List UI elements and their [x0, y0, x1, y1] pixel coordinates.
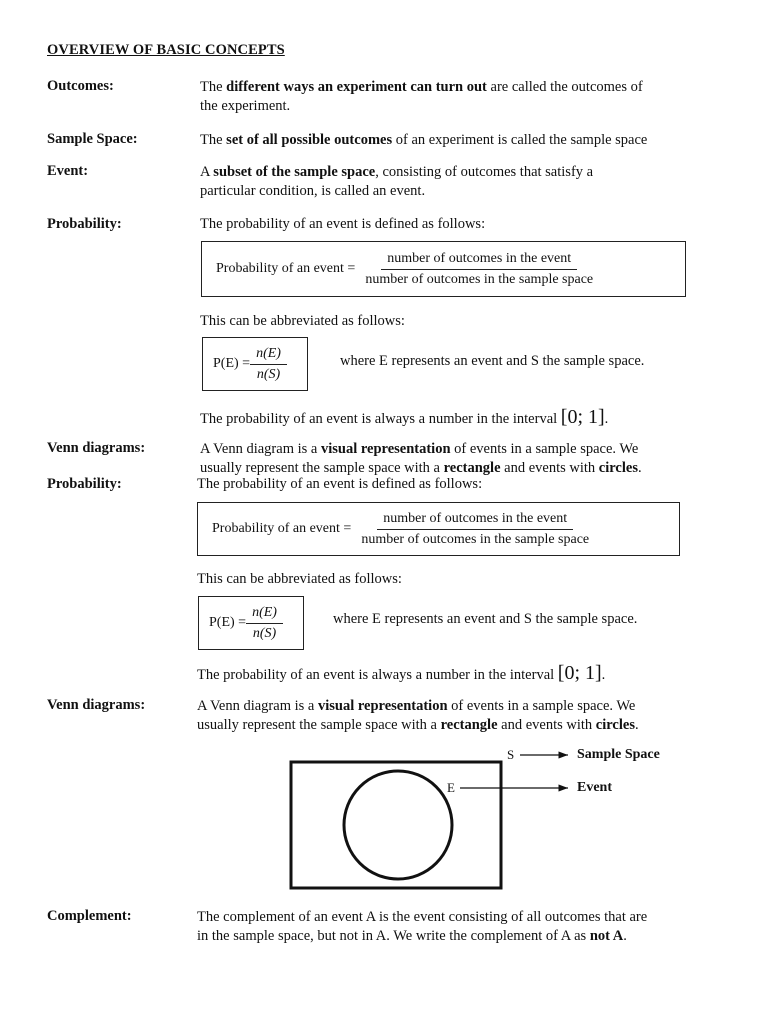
- probability-intro-repeat: The probability of an event is defined as follows:: [197, 476, 483, 492]
- formula-label: Probability of an event =: [216, 261, 356, 276]
- bold-text: set of all possible outcomes: [226, 132, 393, 148]
- text: .: [634, 717, 639, 733]
- text: and events with: [500, 460, 599, 476]
- abbrev-intro-repeat: This can be abbreviated as follows:: [197, 571, 402, 587]
- text: A Venn diagram is a: [200, 441, 321, 457]
- formula-label: Probability of an event =: [212, 521, 352, 536]
- pe-denominator: n(S): [256, 366, 281, 382]
- interval-value: [0; 1]: [557, 662, 602, 684]
- pe-label: P(E) =: [209, 615, 247, 630]
- text: .: [637, 460, 642, 476]
- text: are called the outcomes of: [486, 79, 643, 95]
- sample-space-rectangle: [291, 762, 501, 888]
- text: in the sample space, but not in A. We write the complement of A as: [197, 928, 590, 944]
- bold-text: subset of the sample space: [213, 164, 376, 180]
- text: and events with: [497, 717, 596, 733]
- pe-numerator: n(E): [246, 605, 283, 624]
- venn-sample-space-label: Sample Space: [577, 747, 660, 762]
- term-probability-repeat: Probability:: [47, 476, 122, 492]
- formula-numerator: number of outcomes in the event: [381, 251, 577, 270]
- text: of events in a sample space. We: [450, 441, 639, 457]
- term-venn: Venn diagrams:: [47, 440, 146, 456]
- page-title: OVERVIEW OF BASIC CONCEPTS: [47, 42, 285, 58]
- where-text-repeat: where E represents an event and S the sample space.: [333, 611, 638, 627]
- text: usually represent the sample space with a: [197, 717, 441, 733]
- probability-intro: The probability of an event is defined as follows:: [200, 216, 486, 232]
- text: of an experiment is called the sample space: [392, 132, 648, 148]
- text: A: [200, 164, 214, 180]
- text: The probability of an event is always a number in the interval: [200, 411, 558, 427]
- bold-text: rectangle: [440, 717, 498, 733]
- bold-text: rectangle: [443, 460, 501, 476]
- text: .: [623, 928, 627, 944]
- term-outcomes: Outcomes:: [47, 78, 114, 94]
- venn-e-letter: E: [447, 780, 455, 795]
- text: the experiment.: [200, 98, 291, 114]
- formula-denominator: number of outcomes in the sample space: [365, 271, 594, 287]
- term-venn-repeat: Venn diagrams:: [47, 697, 146, 713]
- text: .: [604, 411, 609, 427]
- bold-text: circles: [598, 460, 638, 476]
- venn-event-label: Event: [577, 780, 612, 795]
- text: of events in a sample space. We: [447, 698, 636, 714]
- venn-s-letter: S: [507, 747, 515, 762]
- pe-numerator: n(E): [250, 346, 287, 365]
- term-event: Event:: [47, 163, 89, 179]
- bold-text: visual representation: [320, 441, 451, 457]
- pe-label: P(E) =: [213, 356, 251, 371]
- bold-text: different ways an experiment can turn out: [226, 79, 487, 95]
- formula-denominator: number of outcomes in the sample space: [361, 531, 590, 547]
- bold-text: not A: [589, 928, 624, 944]
- text: The: [200, 132, 227, 148]
- formula-numerator: number of outcomes in the event: [377, 511, 573, 530]
- term-sample-space: Sample Space:: [47, 131, 138, 147]
- text: A Venn diagram is a: [197, 698, 318, 714]
- text: .: [601, 667, 606, 683]
- bold-text: circles: [595, 717, 635, 733]
- text: The complement of an event A is the event consisting of all outcomes that are: [197, 909, 648, 925]
- interval-value: [0; 1]: [560, 406, 605, 428]
- def-complement: [197, 908, 727, 946]
- text: The: [200, 79, 227, 95]
- term-complement: Complement:: [47, 908, 132, 924]
- text: usually represent the sample space with a: [200, 460, 444, 476]
- text: The probability of an event is always a number in the interval: [197, 667, 555, 683]
- event-circle: [344, 771, 452, 879]
- where-text: where E represents an event and S the sample space.: [340, 353, 645, 369]
- bold-text: visual representation: [317, 698, 448, 714]
- term-probability: Probability:: [47, 216, 122, 232]
- text: , consisting of outcomes that satisfy a: [375, 164, 594, 180]
- text: particular condition, is called an event.: [200, 183, 426, 199]
- pe-denominator: n(S): [252, 625, 277, 641]
- abbrev-intro: This can be abbreviated as follows:: [200, 313, 405, 329]
